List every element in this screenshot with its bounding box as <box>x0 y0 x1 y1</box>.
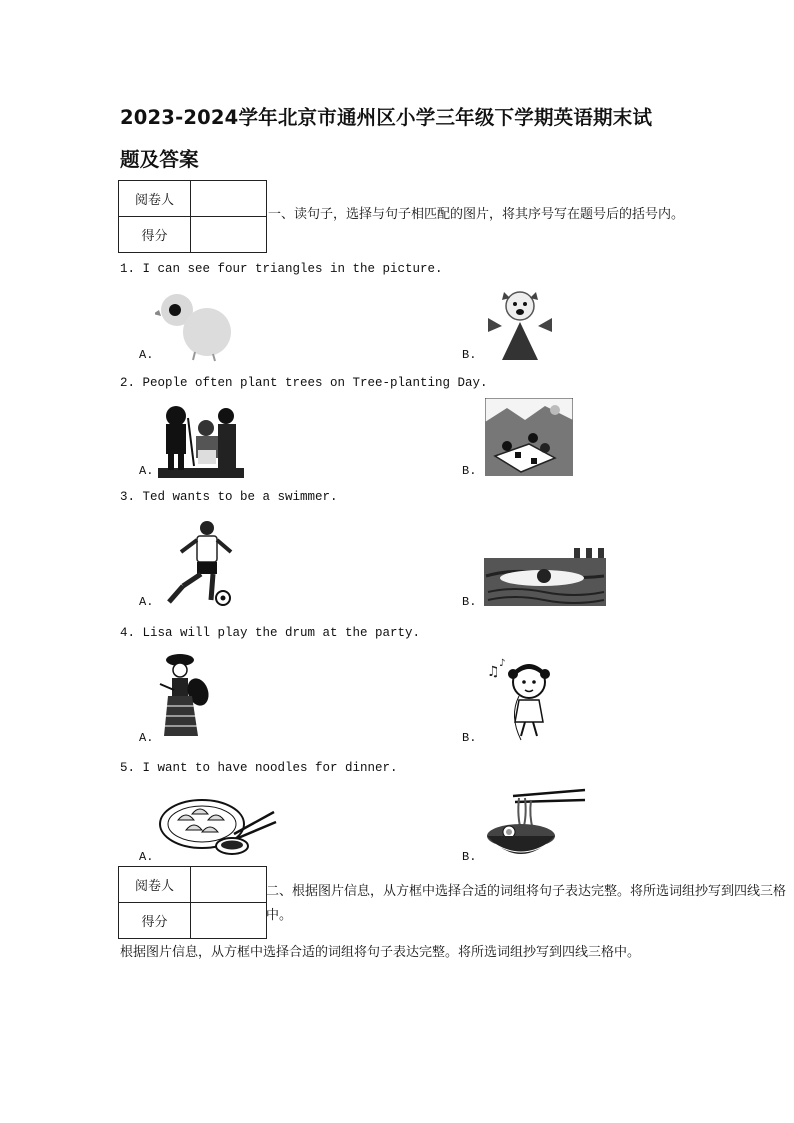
option-a-label: A. <box>139 731 154 745</box>
score-label: 得分 <box>119 217 191 253</box>
option-b-label: B. <box>462 348 477 362</box>
option-a-label: A. <box>139 348 154 362</box>
reviewer-field[interactable] <box>191 181 267 217</box>
reviewer-field[interactable] <box>191 867 267 903</box>
section-2-heading: 二、根据图片信息，从方框中选择合适的词组将句子表达完整。将所选词组抄写到四线三格中。 <box>266 884 787 923</box>
score-box-section-1 <box>118 180 267 253</box>
score-box-section-2 <box>118 866 267 939</box>
document-title-line-1: 2023-2024学年北京市通州区小学三年级下学期英语期末试 <box>120 106 653 129</box>
triangle-figure-image[interactable] <box>486 288 554 362</box>
option-b-label: B. <box>462 595 477 609</box>
score-field[interactable] <box>191 217 267 253</box>
option-a-label: A. <box>139 464 154 478</box>
drummer-girl-image[interactable] <box>156 652 216 742</box>
section-2-instruction: 根据图片信息，从方框中选择合适的词组将句子表达完整。将所选词组抄写到四线三格中。 <box>120 945 641 960</box>
swimmer-image[interactable] <box>484 546 606 606</box>
football-player-image[interactable] <box>161 518 235 608</box>
planting-trees-image[interactable] <box>158 402 244 478</box>
bird-circles-image[interactable] <box>155 290 235 362</box>
option-b-label: B. <box>462 850 477 864</box>
question-3: 3. Ted wants to be a swimmer. <box>120 490 338 504</box>
reviewer-label: 阅卷人 <box>119 181 191 217</box>
option-a-label: A. <box>139 850 154 864</box>
reviewer-label: 阅卷人 <box>119 867 191 903</box>
score-label: 得分 <box>119 903 191 939</box>
svg-text:♫: ♫ <box>487 664 500 680</box>
noodles-image[interactable] <box>483 786 587 862</box>
svg-text:♪: ♪ <box>499 658 506 669</box>
question-5: 5. I want to have noodles for dinner. <box>120 761 398 775</box>
question-4: 4. Lisa will play the drum at the party. <box>120 626 421 640</box>
option-a-label: A. <box>139 595 154 609</box>
option-b-label: B. <box>462 464 477 478</box>
question-1: 1. I can see four triangles in the picture. <box>120 262 443 276</box>
question-2: 2. People often plant trees on Tree-planting Day. <box>120 376 488 390</box>
section-1-heading: 一、读句子，选择与句子相匹配的图片，将其序号写在题号后的括号内。 <box>268 207 685 222</box>
dumplings-image[interactable] <box>158 790 278 860</box>
option-b-label: B. <box>462 731 477 745</box>
score-field[interactable] <box>191 903 267 939</box>
singing-girl-image[interactable] <box>485 656 561 742</box>
document-title-line-2: 题及答案 <box>120 148 199 171</box>
picnic-image[interactable] <box>485 398 573 476</box>
